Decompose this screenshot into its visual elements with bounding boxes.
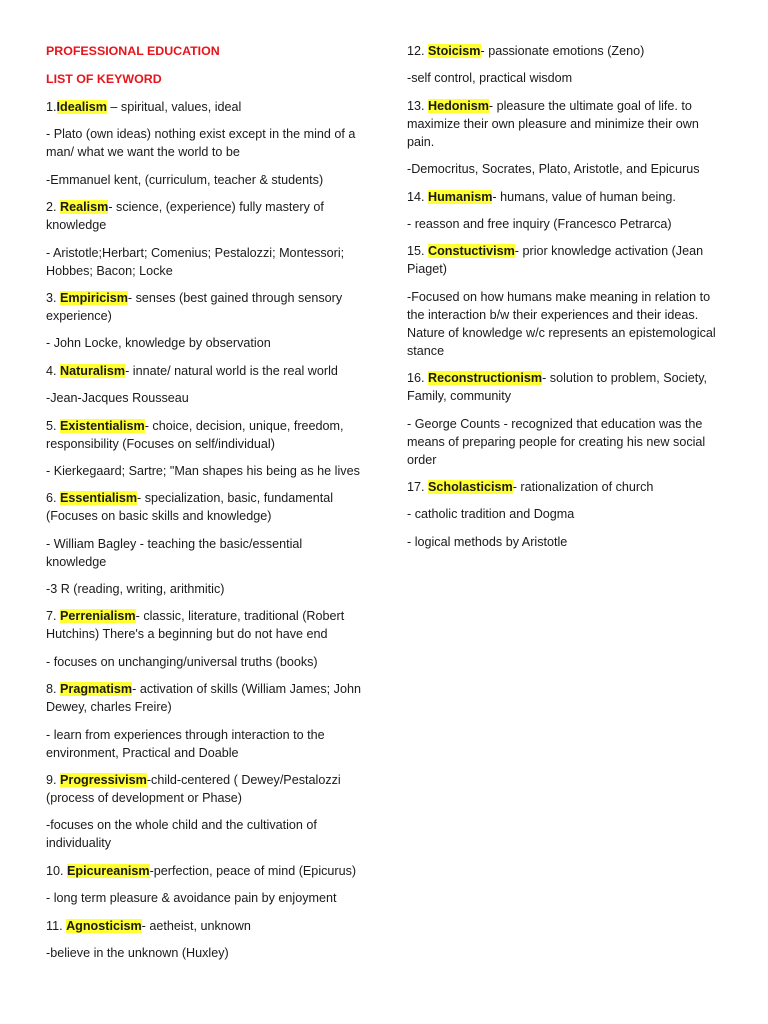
keyword-definition: - pleasure the ultimate goal of life. to maximize their own pleasure and minimize their own pain.: [407, 98, 699, 149]
keyword-definition: - choice, decision, unique, freedom, responsibility (Focuses on self/individual): [46, 418, 344, 451]
keyword-entry: [46, 771, 364, 852]
keyword-line: [46, 417, 364, 453]
keyword-line: [407, 97, 727, 151]
keyword-entry: [407, 188, 727, 233]
keyword-note: - reasson and free inquiry (Francesco Petrarca): [407, 216, 672, 231]
keyword-note: -believe in the unknown (Huxley): [46, 945, 229, 960]
keyword-note: - Plato (own ideas) nothing exist except in the mind of a man/ what we want the world to be: [46, 127, 356, 160]
keyword-definition: - aetheist, unknown: [141, 918, 251, 933]
keyword-line: [46, 680, 364, 716]
keyword-number: 4.: [46, 363, 61, 378]
keyword-term: Essentialism: [60, 491, 138, 506]
keyword-definition: - solution to problem, Society, Family, community: [407, 371, 708, 404]
keyword-note: -Emmanuel kent, (curriculum, teacher & students): [46, 172, 324, 187]
keyword-line: [46, 98, 364, 116]
keyword-term: Empiricism: [60, 290, 128, 305]
keyword-definition: - innate/ natural world is the real world: [125, 363, 338, 378]
keyword-term: Hedonism: [428, 98, 489, 113]
keyword-note: -Focused on how humans make meaning in relation to the interaction b/w their experiences and their ideas. Nature of knowledge w/c represents an epistemological stance: [407, 289, 716, 358]
keyword-note: - John Locke, knowledge by observation: [46, 336, 271, 351]
keyword-note: -Jean-Jacques Rousseau: [46, 391, 189, 406]
keyword-definition: - rationalization of church: [512, 479, 654, 494]
keyword-list-left: [46, 98, 364, 962]
keyword-line: [407, 478, 727, 496]
keyword-term: Pragmatism: [60, 682, 133, 697]
keyword-term: Constuctivism: [428, 244, 515, 259]
keyword-number: 13.: [407, 98, 429, 113]
keyword-term: Realism: [60, 200, 109, 215]
keyword-entry: [46, 417, 364, 480]
keyword-line: [407, 242, 727, 278]
keyword-number: 6.: [46, 491, 61, 506]
keyword-entry: [407, 369, 727, 468]
keyword-definition: - classic, literature, traditional (Robert Hutchins) There's a beginning but do not have end: [46, 609, 345, 642]
keyword-entry: [407, 478, 727, 551]
keyword-term: Stoicism: [428, 44, 481, 58]
keyword-entry: [46, 289, 364, 352]
keyword-number: 14.: [407, 189, 429, 204]
keyword-definition: - prior knowledge activation (Jean Piaget): [407, 244, 704, 277]
keyword-entry: [46, 607, 364, 670]
keyword-line: [46, 289, 364, 325]
document-title: PROFESSIONAL EDUCATION: [46, 44, 220, 58]
keyword-entry: [46, 680, 364, 761]
keyword-definition: - passionate emotions (Zeno): [480, 44, 645, 58]
keyword-term: Epicureanism: [67, 863, 150, 878]
keyword-entry: [407, 42, 727, 87]
keyword-definition: – spiritual, values, ideal: [106, 100, 242, 114]
keyword-line: [46, 489, 364, 525]
keyword-definition: -perfection, peace of mind (Epicurus): [149, 863, 357, 878]
keyword-note: - Aristotle;Herbart; Comenius; Pestalozzi; Montessori; Hobbes; Bacon; Locke: [46, 245, 345, 278]
keyword-entry: [46, 489, 364, 598]
keyword-number: 3.: [46, 290, 61, 305]
keyword-note: - William Bagley - teaching the basic/essential knowledge: [46, 536, 303, 569]
left-column: [46, 42, 364, 971]
keyword-note: -Democritus, Socrates, Plato, Aristotle, and Epicurus: [407, 162, 700, 177]
keyword-line: [46, 362, 364, 380]
keyword-definition: - senses (best gained through sensory experience): [46, 290, 343, 323]
keyword-note: - learn from experiences through interaction to the environment, Practical and Doable: [46, 727, 325, 760]
keyword-note: - Kierkegaard; Sartre; "Man shapes his being as he lives: [46, 463, 360, 478]
keyword-term: Reconstructionism: [428, 371, 543, 386]
keyword-note: - long term pleasure & avoidance pain by enjoyment: [46, 891, 337, 906]
keyword-number: 1.: [46, 100, 57, 114]
keyword-line: [407, 369, 727, 405]
keyword-entry: [46, 362, 364, 407]
keyword-line: [46, 917, 364, 935]
keyword-definition: - activation of skills (William James; John Dewey, charles Freire): [46, 682, 361, 715]
keyword-number: 12.: [407, 44, 429, 58]
keyword-entry: [407, 242, 727, 359]
right-column: [407, 42, 727, 560]
keyword-list-right: [407, 42, 727, 551]
keyword-note: - logical methods by Aristotle: [407, 534, 568, 549]
keyword-term: Progressivism: [60, 773, 147, 788]
keyword-number: 10.: [46, 863, 68, 878]
keyword-term: Perrenialism: [60, 609, 136, 624]
keyword-term: Agnosticism: [66, 918, 142, 933]
keyword-note: -focuses on the whole child and the cultivation of individuality: [46, 818, 317, 851]
keyword-definition: - science, (experience) fully mastery of knowledge: [46, 200, 324, 233]
keyword-term: Humanism: [428, 189, 493, 204]
keyword-definition: -child-centered ( Dewey/Pestalozzi (process of development or Phase): [46, 773, 341, 806]
keyword-term: Existentialism: [60, 418, 145, 433]
keyword-term: Scholasticism: [428, 479, 513, 494]
keyword-line: [46, 607, 364, 643]
keyword-note: -self control, practical wisdom: [407, 71, 573, 86]
keyword-number: 8.: [46, 682, 61, 697]
keyword-line: [46, 862, 364, 880]
keyword-line: [407, 188, 727, 206]
keyword-note: - catholic tradition and Dogma: [407, 507, 575, 522]
keyword-number: 11.: [46, 918, 67, 933]
keyword-note: -3 R (reading, writing, arithmitic): [46, 582, 225, 597]
keyword-number: 2.: [46, 200, 61, 215]
keyword-term: Naturalism: [60, 363, 126, 378]
keyword-entry: [46, 917, 364, 962]
keyword-definition: - specialization, basic, fundamental (Focuses on basic skills and knowledge): [46, 491, 334, 524]
keyword-number: 17.: [407, 479, 429, 494]
keyword-number: 15.: [407, 244, 429, 259]
keyword-definition: - humans, value of human being.: [492, 189, 676, 204]
keyword-note: - George Counts - recognized that education was the means of preparing people for creating his new social order: [407, 416, 706, 467]
keyword-line: [46, 198, 364, 234]
keyword-entry: [46, 198, 364, 279]
keyword-entry: [407, 97, 727, 178]
keyword-number: 5.: [46, 418, 61, 433]
keyword-number: 7.: [46, 609, 61, 624]
keyword-term: Idealism: [56, 100, 107, 114]
keyword-entry: [46, 98, 364, 189]
document-subtitle: LIST OF KEYWORD: [46, 72, 162, 86]
keyword-number: 9.: [46, 773, 61, 788]
keyword-line: [46, 771, 364, 807]
keyword-number: 16.: [407, 371, 429, 386]
keyword-entry: [46, 862, 364, 907]
keyword-note: - focuses on unchanging/universal truths (books): [46, 654, 318, 669]
keyword-line: [407, 42, 727, 60]
